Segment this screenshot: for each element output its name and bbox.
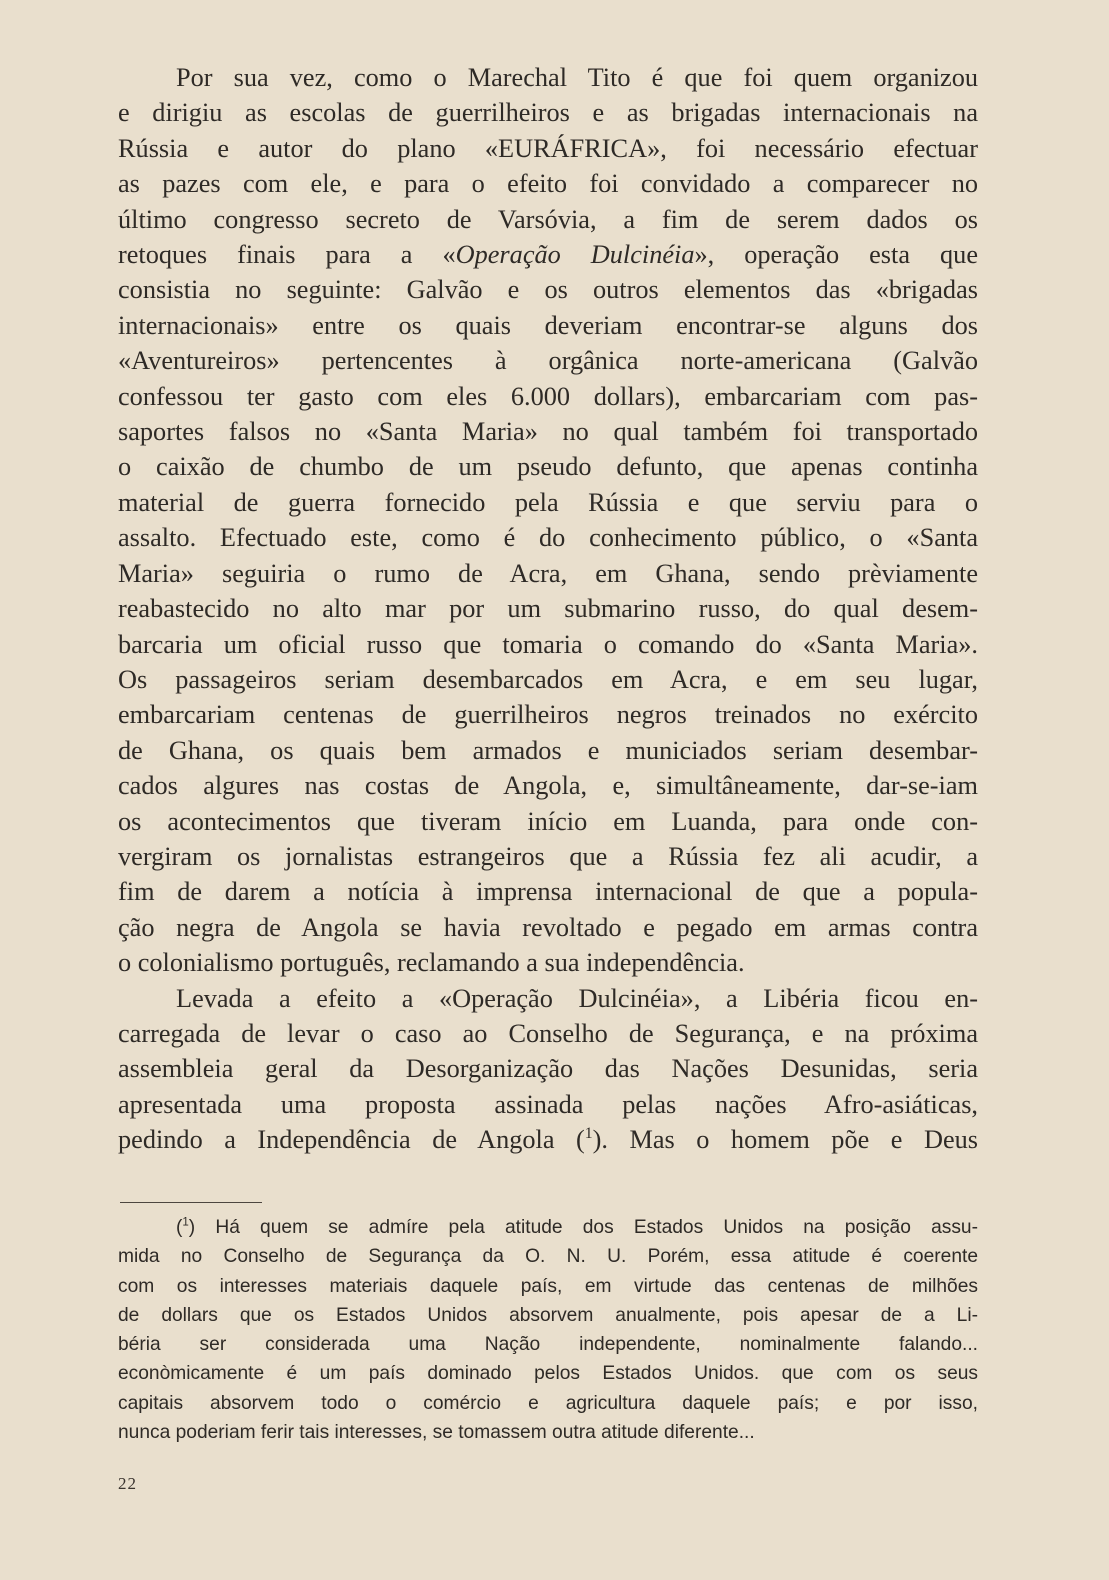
- text-line: de Ghana, os quais bem armados e municiados seriam desembar-: [118, 735, 978, 765]
- footnote-line: com os interesses materiais daquele país, em virtude das centenas de milhões: [118, 1275, 978, 1297]
- text-line: confessou ter gasto com eles 6.000 dollars), embarcariam com pas-: [118, 381, 978, 411]
- text-line: último congresso secreto de Varsóvia, a fim de serem dados os: [118, 204, 978, 234]
- main-text: [118, 60, 978, 1158]
- text-line: reabastecido no alto mar por um submarino russo, do qual desem-: [118, 594, 978, 624]
- text-line: barcaria um oficial russo que tomaria o comando do «Santa Maria».: [118, 629, 978, 659]
- text-line: assembleia geral da Desorganização das Nações Desunidas, seria: [118, 1054, 978, 1084]
- text-line: fim de darem a notícia à imprensa internacional de que a popula-: [118, 877, 978, 907]
- text-line: internacionais» entre os quais deveriam encontrar-se alguns dos: [118, 310, 978, 340]
- text-line: Rússia e autor do plano «EURÁFRICA», foi necessário efectuar: [118, 133, 978, 163]
- paragraph-2: [118, 981, 978, 1158]
- text-line: embarcariam centenas de guerrilheiros negros treinados no exército: [118, 700, 978, 730]
- footnote-line: capitais absorvem todo o comércio e agricultura daquele país; e por isso,: [118, 1392, 978, 1414]
- text-line: Por sua vez, como o Marechal Tito é que foi quem organizou: [176, 63, 978, 92]
- text-line: e dirigiu as escolas de guerrilheiros e as brigadas internacionais na: [118, 98, 978, 128]
- text-line: o caixão de chumbo de um pseudo defunto, que apenas continha: [118, 452, 978, 482]
- text-line: apresentada uma proposta assinada pelas nações Afro-asiáticas,: [118, 1089, 978, 1119]
- text-fragment: », operação esta que: [694, 240, 978, 270]
- text-line: cados algures nas costas de Angola, e, simultâneamente, dar-se-iam: [118, 771, 978, 801]
- footnote-line: béria ser considerada uma Nação independente, nominalmente falando...: [118, 1334, 978, 1356]
- text-fragment: ) Há quem se admíre pela atitude dos Estados Unidos na posição assu-: [188, 1217, 978, 1238]
- footnote-line: ($^1$) Há quem se admíre pela atitude dos Estados Unidos na posição assu-: [176, 1216, 978, 1238]
- text-line: [118, 237, 978, 272]
- text-fragment: ). Mas o homem põe e Deus: [592, 1125, 978, 1155]
- text-line: ção negra de Angola se havia revoltado e pegado em armas contra: [118, 912, 978, 942]
- footnote-line: mida no Conselho de Segurança da O. N. U. Porém, essa atitude é coerente: [118, 1246, 978, 1268]
- text-line: saportes falsos no «Santa Maria» no qual também foi transportado: [118, 417, 978, 447]
- text-fragment: retoques finais para a «: [118, 240, 456, 270]
- operation-title: Operação Dulcinéia: [455, 240, 695, 270]
- footnote-line: de dollars que os Estados Unidos absorvem anualmente, pois apesar de a Li-: [118, 1304, 978, 1326]
- page-number: 22: [118, 1474, 137, 1493]
- text-line: Levada a efeito a «Operação Dulcinéia», a Libéria ficou en-: [176, 983, 978, 1013]
- text-line: o colonialismo português, reclamando a sua independência.: [118, 948, 745, 978]
- footnote: [118, 1213, 978, 1447]
- text-line: material de guerra fornecido pela Rússia e que serviu para o: [118, 487, 978, 517]
- text-line: assalto. Efectuado este, como é do conhecimento público, o «Santa: [118, 523, 978, 553]
- footnote-marker: 1: [182, 1216, 189, 1229]
- text-line: os acontecimentos que tiveram início em Luanda, para onde con-: [118, 806, 978, 836]
- text-line: [118, 1122, 978, 1157]
- footnote-divider: [120, 1202, 262, 1203]
- text-line: consistia no seguinte: Galvão e os outros elementos das «brigadas: [118, 275, 978, 305]
- text-line: as pazes com ele, e para o efeito foi convidado a comparecer no: [118, 169, 978, 199]
- text-fragment: pedindo a Independência de Angola (: [118, 1125, 585, 1155]
- footnote-line: nunca poderiam ferir tais interesses, se tomassem outra atitude diferente...: [118, 1422, 755, 1444]
- text-line: «Aventureiros» pertencentes à orgânica norte-americana (Galvão: [118, 346, 978, 376]
- text-line: carregada de levar o caso ao Conselho de Segurança, e na próxima: [118, 1018, 978, 1048]
- footnote-reference: 1: [584, 1125, 593, 1143]
- text-line: Os passageiros seriam desembarcados em Acra, e em seu lugar,: [118, 664, 978, 694]
- paragraph-1: [118, 60, 978, 981]
- footnote-line: econòmicamente é um país dominado pelos Estados Unidos. que com os seus: [118, 1363, 978, 1385]
- text-line: vergiram os jornalistas estrangeiros que a Rússia fez ali acudir, a: [118, 841, 978, 871]
- text-line: Maria» seguiria o rumo de Acra, em Ghana, sendo prèviamente: [118, 558, 978, 588]
